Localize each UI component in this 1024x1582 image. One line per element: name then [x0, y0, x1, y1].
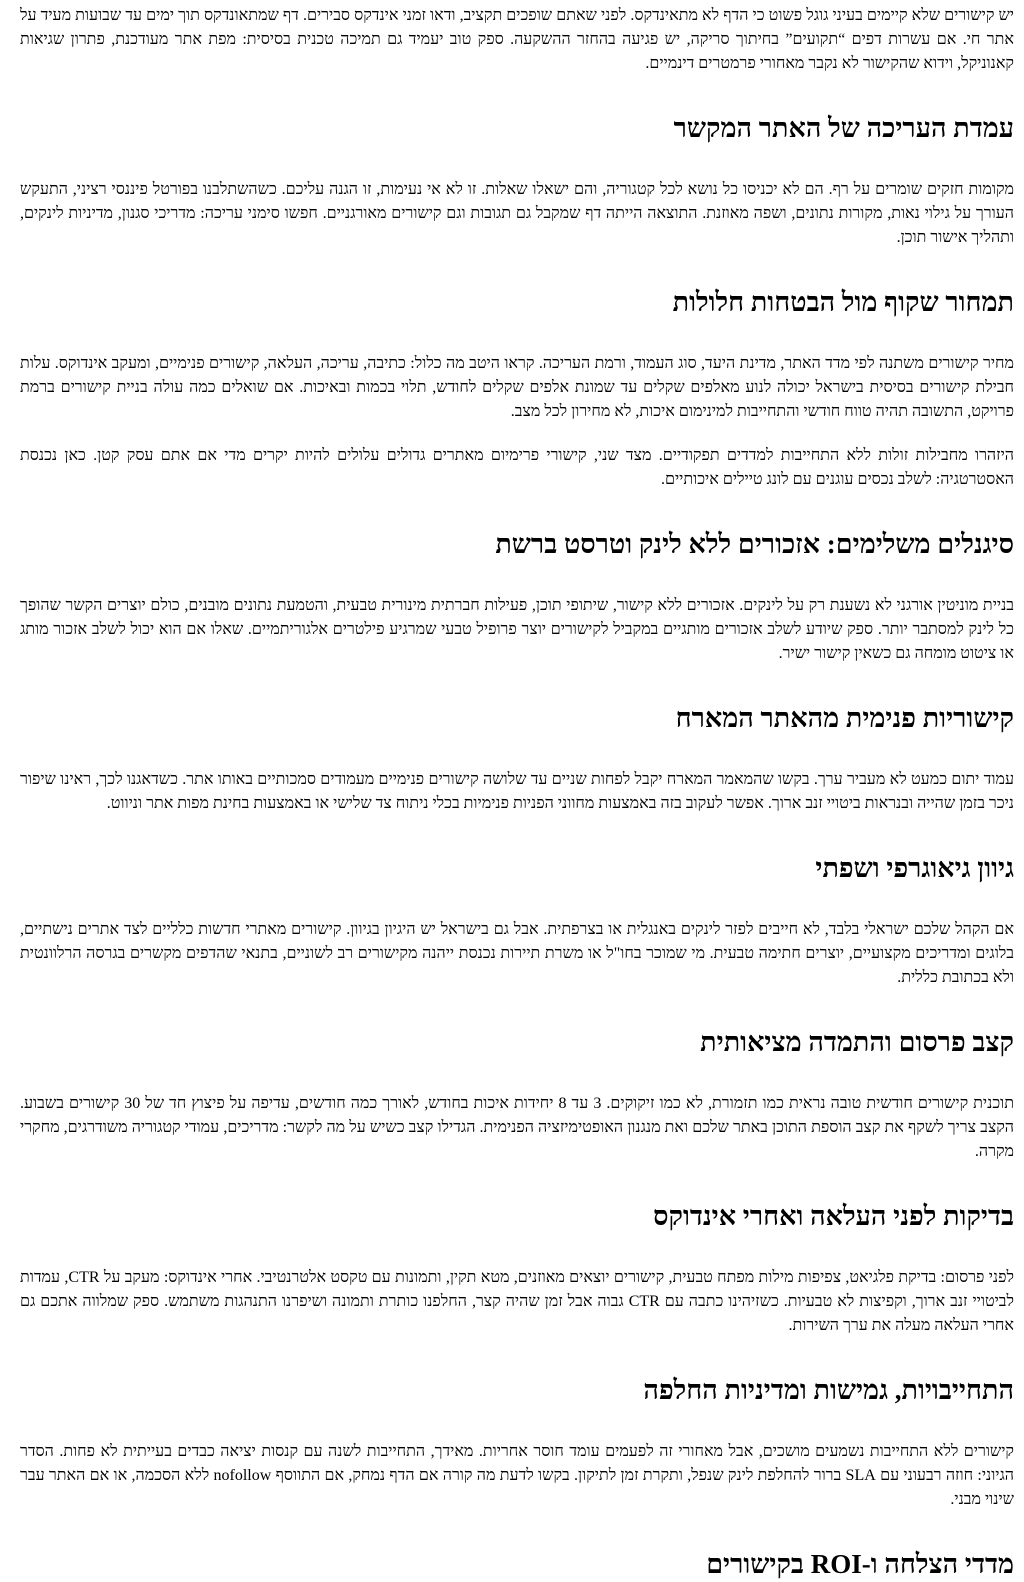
section-checks: [20, 1198, 1014, 1338]
section-success-metrics: [20, 1546, 1014, 1582]
section-heading: קישוריות פנימית מהאתר המארח: [675, 703, 1014, 733]
section-editorial-stance: [20, 110, 1014, 250]
section-heading: קצב פרסום והתמדה מציאותית: [700, 1027, 1014, 1057]
intro-paragraph: יש קישורים שלא קיימים בעיני גוגל פשוט כי הדף לא מתאינדקס. לפני שאתם שופכים תקציב, ודאו זמני אינדקס סבירים. דף שמתאונדקס תוך ימים עד שבועות מעיד על אתר חי. אם עשרות דפים “תקועים” בחיתוך סריקה, יש פגיעה בהחזר ההשקעה. ספק טוב יעמיד גם תמיכה טכנית בסיסית: מפת אתר מעודכנת, פתרון שגיאות קאנוניקל, וידוא שהקישור לא נקבר מאחורי פרמטרים דינמיים.: [20, 7, 1014, 72]
section-heading: עמדת העריכה של האתר המקשר: [673, 113, 1014, 143]
section-paragraph: בניית מוניטין אורגני לא נשענת רק על לינקים. אזכורים ללא קישור, שיתופי תוכן, פעילות חברתית מינורית טבעית, והטמעת נתונים מובנים, כולם יוצרים הקשר שהופך כל לינק למסתבר יותר. ספק שיודע לשלב אזכורים מותגיים במקביל לקישורים יוצר פרופיל טבעי שמרגיע פילטרים אלגוריתמיים. שאלו אם הוא יכול לשלב אזכור מותג או ציטוט מומחה גם כשאין קישור ישיר.: [20, 597, 1014, 662]
section-paragraph: לפני פרסום: בדיקת פלגיאט, צפיפות מילות מפתח טבעית, קישורים יוצאים מאוזנים, מטא תקין, ותמונות עם טקסט אלטרנטיבי. אחרי אינדוקס: מעקב על CTR, עמדות לביטויי זנב ארוך, וקפיצות לא טבעיות. כשזיהינו כתבה עם CTR גבוה אבל זמן שהיה קצר, החלפנו כותרת ותמונה ושיפרנו התנהגות משתמש. ספק שמלווה אתכם גם אחרי העלאה מעלה את ערך השירות.: [20, 1269, 1015, 1334]
section-commitments: [20, 1372, 1014, 1512]
section-heading: התחייבויות, גמישות ומדיניות החלפה: [643, 1375, 1014, 1405]
section-transparent-pricing: [20, 284, 1014, 492]
section-paragraph: עמוד יתום כמעט לא מעביר ערך. בקשו שהמאמר המארח יקבל לפחות שניים עד שלושה קישורים פנימיים מעמודים סמכותיים באותו אתר. כשדאגנו לכך, ראינו שיפור ניכר בזמן שהייה ובנראות ביטויי זנב ארוך. אפשר לעקוב בזה באמצעות מחווני הפניות פנימיות בכלי ניתוח צד שלישי או באמצעות בחינת מפות אתר וניווט.: [20, 771, 1014, 812]
section-paragraph: תוכנית קישורים חודשית טובה נראית כמו תזמורת, לא כמו זיקוקים. 3 עד 8 יחידות איכות בחודש, לאורך כמה חודשים, עדיפה על פיצוץ חד של 30 קישורים בשבוע. הקצב צריך לשקף את קצב הוספת התוכן באתר שלכם ואת מנגנון האופטימיזציה הפנימית. הגדילו קצב כשיש על מה לקשר: מדריכים, עמודי קטגוריה משודרגים, מחקרי מקרה.: [20, 1095, 1014, 1160]
section-paragraph: מקומות חזקים שומרים על רף. הם לא יכניסו כל נושא לכל קטגוריה, והם ישאלו שאלות. זו לא אי נעימות, זו הגנה עליכם. כשהשתלבנו בפורטל פיננסי רציני, התעקש העורך על גילוי נאות, מקורות נתונים, ושפה מאוזנת. התוצאה הייתה דף שמקבל גם תגובות וגם קישורים מאורגניים. חפשו סימני עריכה: מדריכי סגנון, מדיניות לינקים, ותהליך אישור תוכן.: [20, 181, 1014, 246]
section-heading: תמחור שקוף מול הבטחות חלולות: [672, 287, 1014, 317]
section-paragraph: מחיר קישורים משתנה לפי מדד האתר, מדינת היעד, סוג העמוד, ורמת העריכה. קראו היטב מה כלול: כתיבה, עריכה, העלאה, קישורים פנימיים, ומעקב אינדוקס. עלות חבילת קישורים בסיסית בישראל יכולה לנוע מאלפים שקלים עד שמונת אלפים שקלים לחודש, תלוי בכמות ובאיכות. אם שואלים כמה עולה בניית קישורים ברמת פרויקט, התשובה תהיה טווח חודשי והתחייבות למינימום איכות, לא מחירון לכל מצב.: [20, 355, 1014, 420]
section-paragraph: אם הקהל שלכם ישראלי בלבד, לא חייבים לפזר לינקים באנגלית או בצרפתית. אבל גם בישראל יש היגיון בגיוון. קישורים מאתרי חדשות כלליים לצד אתרים נישתיים, בלוגים ומדריכים מקצועיים, יוצרים חתימה טבעית. מי שמוכר בחו"ל או משרת תיירות נכנסת ייהנה מקישורים רב לשוניים, בתנאי שהדפים מקשרים בגרסה הרלוונטית ולא בכתובת כללית.: [20, 921, 1014, 986]
section-internal-linking: [20, 700, 1014, 816]
article: [0, 4, 1024, 1582]
section-geo-language-diversity: [20, 850, 1014, 990]
section-publishing-pace: [20, 1024, 1014, 1164]
section-heading: מדדי הצלחה ו-ROI בקישורים: [706, 1549, 1014, 1579]
section-complementary-signals: [20, 526, 1014, 666]
section-heading: גיוון גיאוגרפי ושפתי: [815, 853, 1014, 883]
section-heading: בדיקות לפני העלאה ואחרי אינדוקס: [653, 1201, 1014, 1231]
section-paragraph: קישורים ללא התחייבות נשמעים מושכים, אבל מאחורי זה לפעמים עומד חוסר אחריות. מאידך, התחייבות לשנה עם קנסות יציאה כבדים בעייתית לא פחות. הסדר הגיוני: חוזה רבעוני עם SLA ברור להחלפת לינק שנפל, ותקרת זמן לתיקון. בקשו לדעת מה קורה אם הדף נמחק, אם התווסף nofollow ללא הסכמה, או אם האתר עבר שינוי מבני.: [20, 1443, 1014, 1508]
section-paragraph: היזהרו מחבילות זולות ללא התחייבות למדדים תפקודיים. מצד שני, קישורי פרימיום מאתרים גדולים עלולים להיות יקרים מדי אם אתם עסק קטן. כאן נכנסת האסטרטגיה: לשלב נכסים עוגנים עם לונג טיילים איכותיים.: [20, 447, 1014, 488]
section-heading: סיגנלים משלימים: אזכורים ללא לינק וטרסט ברשת: [495, 529, 1014, 559]
